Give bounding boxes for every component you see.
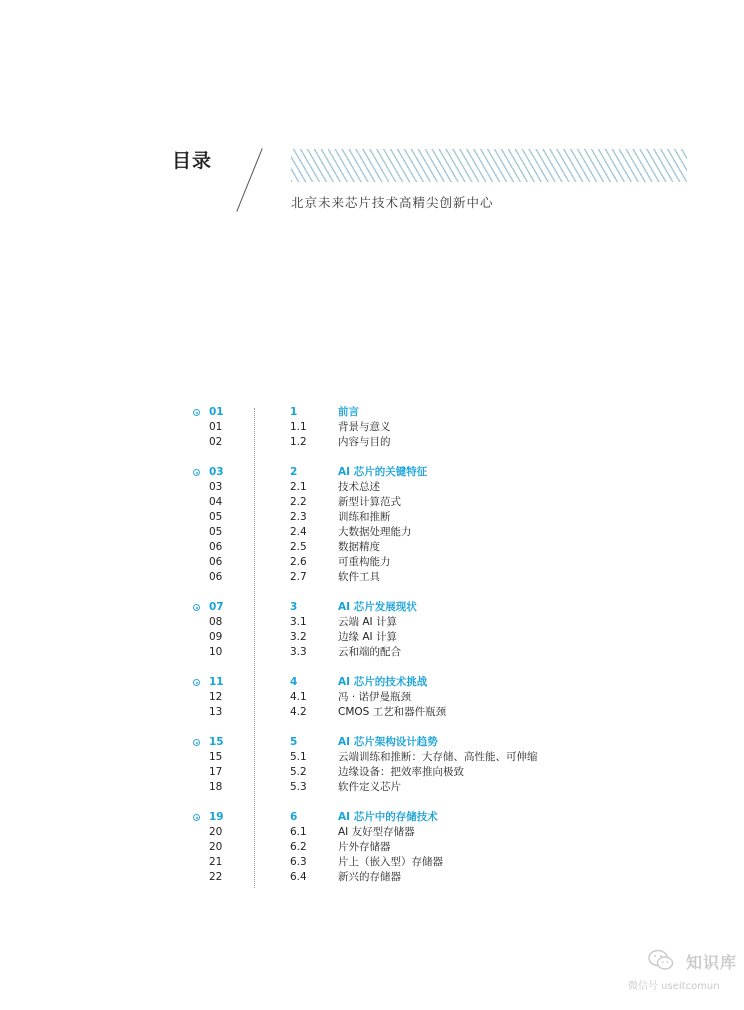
toc-page-number: 21 [209,856,223,868]
toc-section-row[interactable] [0,855,744,870]
toc-entry-title: 新型计算范式 [338,496,401,508]
toc-entry-number: 3.1 [290,616,307,628]
toc-entry-title: AI 芯片架构设计趋势 [338,736,438,748]
toc-entry-number: 2.1 [290,481,307,493]
toc-entry-number: 4.2 [290,706,307,718]
toc-page-number: 01 [209,421,223,433]
toc-page-number: 10 [209,646,223,658]
toc-section-row[interactable] [0,555,744,570]
toc-entry-title: 云和端的配合 [338,646,401,658]
toc-group [0,735,744,795]
toc-page-number: 17 [209,766,223,778]
watermark-sub: 微信号 useitcomun [628,981,720,992]
toc-section-row[interactable] [0,570,744,585]
toc-entry-title: AI 芯片中的存储技术 [338,811,438,823]
toc-page-number: 05 [209,526,223,538]
toc-page-number: 18 [209,781,223,793]
toc-entry-number: 2.4 [290,526,307,538]
toc-section-row[interactable] [0,420,744,435]
toc-entry-title: 片上（嵌入型）存储器 [338,856,443,868]
toc-group [0,600,744,660]
toc-entry-number: 3 [290,601,298,613]
toc-page-number: 06 [209,556,223,568]
toc-page-number: 20 [209,841,223,853]
toc-group [0,810,744,885]
chapter-bullet-icon [193,604,200,611]
toc-section-row[interactable] [0,630,744,645]
toc-entry-number: 6.1 [290,826,307,838]
toc-page-number: 03 [209,466,224,478]
toc-entry-title: 数据精度 [338,541,380,553]
toc-chapter-row[interactable] [0,675,744,690]
toc-section-row[interactable] [0,435,744,450]
toc-section-row[interactable] [0,480,744,495]
toc-entry-title: 新兴的存储器 [338,871,401,883]
toc-chapter-row[interactable] [0,810,744,825]
toc-chapter-row[interactable] [0,600,744,615]
toc-entry-number: 2 [290,466,298,478]
organization-name: 北京未来芯片技术高精尖创新中心 [291,195,494,210]
toc-page-number: 15 [209,751,223,763]
toc-entry-title: CMOS 工艺和器件瓶颈 [338,706,447,718]
toc-page-number: 15 [209,736,224,748]
toc-entry-title: 云端训练和推断：大存储、高性能、可伸缩 [338,751,538,763]
toc-entry-number: 5.3 [290,781,307,793]
toc-entry-number: 6.4 [290,871,307,883]
toc-entry-title: 片外存储器 [338,841,391,853]
toc-page-number: 01 [209,406,224,418]
toc-section-row[interactable] [0,540,744,555]
toc-entry-title: AI 芯片发展现状 [338,601,417,613]
toc-section-row[interactable] [0,645,744,660]
toc-section-row[interactable] [0,780,744,795]
toc-entry-number: 3.3 [290,646,307,658]
toc-section-row[interactable] [0,495,744,510]
toc-page-number: 09 [209,631,223,643]
toc-page-number: 19 [209,811,224,823]
toc-entry-number: 2.3 [290,511,307,523]
toc-entry-title: 云端 AI 计算 [338,616,397,628]
toc-group [0,465,744,585]
toc-entry-number: 2.6 [290,556,307,568]
toc-entry-title: 冯 · 诺伊曼瓶颈 [338,691,412,703]
toc-entry-number: 5.1 [290,751,307,763]
table-of-contents [0,405,744,900]
toc-entry-number: 6 [290,811,298,823]
toc-entry-title: 软件工具 [338,571,380,583]
toc-page-number: 05 [209,511,223,523]
wechat-icon [648,949,674,971]
toc-page-number: 11 [209,676,224,688]
toc-group [0,405,744,450]
toc-entry-number: 4.1 [290,691,307,703]
toc-section-row[interactable] [0,525,744,540]
chapter-bullet-icon [193,814,200,821]
chapter-bullet-icon [193,679,200,686]
toc-entry-number: 1 [290,406,298,418]
toc-page-number: 20 [209,826,223,838]
toc-page-number: 13 [209,706,223,718]
toc-entry-title: AI 芯片的技术挑战 [338,676,428,688]
toc-page-number: 06 [209,541,223,553]
chapter-bullet-icon [193,469,200,476]
toc-entry-title: 边缘设备：把效率推向极致 [338,766,464,778]
toc-page-number: 08 [209,616,223,628]
toc-section-row[interactable] [0,705,744,720]
toc-entry-title: 背景与意义 [338,421,391,433]
toc-page-number: 02 [209,436,223,448]
toc-entry-number: 3.2 [290,631,307,643]
toc-entry-number: 4 [290,676,298,688]
toc-entry-number: 1.2 [290,436,307,448]
toc-entry-number: 6.3 [290,856,307,868]
toc-section-row[interactable] [0,870,744,885]
toc-entry-title: 软件定义芯片 [338,781,401,793]
toc-page-number: 07 [209,601,224,613]
toc-entry-title: 技术总述 [338,481,380,493]
toc-section-row[interactable] [0,510,744,525]
toc-entry-title: AI 友好型存储器 [338,826,415,838]
toc-entry-title: 训练和推断 [338,511,391,523]
hatch-band [291,149,687,182]
toc-page-number: 03 [209,481,223,493]
toc-section-row[interactable] [0,615,744,630]
chapter-bullet-icon [193,409,200,416]
toc-page-number: 04 [209,496,223,508]
toc-chapter-row[interactable] [0,465,744,480]
chapter-bullet-icon [193,739,200,746]
toc-entry-number: 2.5 [290,541,307,553]
toc-entry-title: 前言 [338,406,359,418]
toc-chapter-row[interactable] [0,405,744,420]
toc-entry-number: 2.2 [290,496,307,508]
toc-entry-number: 5 [290,736,298,748]
toc-chapter-row[interactable] [0,735,744,750]
toc-page-number: 12 [209,691,223,703]
toc-section-row[interactable] [0,750,744,765]
toc-section-row[interactable] [0,765,744,780]
toc-heading: 目录 [172,150,213,172]
toc-group [0,675,744,720]
toc-entry-title: 可重构能力 [338,556,391,568]
toc-entry-number: 5.2 [290,766,307,778]
toc-page-number: 06 [209,571,223,583]
toc-section-row[interactable] [0,840,744,855]
toc-entry-title: 内容与目的 [338,436,391,448]
toc-entry-number: 6.2 [290,841,307,853]
toc-page-number: 22 [209,871,223,883]
toc-section-row[interactable] [0,690,744,705]
toc-section-row[interactable] [0,825,744,840]
toc-entry-number: 2.7 [290,571,307,583]
toc-entry-title: 边缘 AI 计算 [338,631,397,643]
toc-entry-title: 大数据处理能力 [338,526,412,538]
toc-entry-title: AI 芯片的关键特征 [338,466,428,478]
toc-entry-number: 1.1 [290,421,307,433]
watermark-name: 知识库 [686,953,738,972]
slash-divider [236,148,262,211]
